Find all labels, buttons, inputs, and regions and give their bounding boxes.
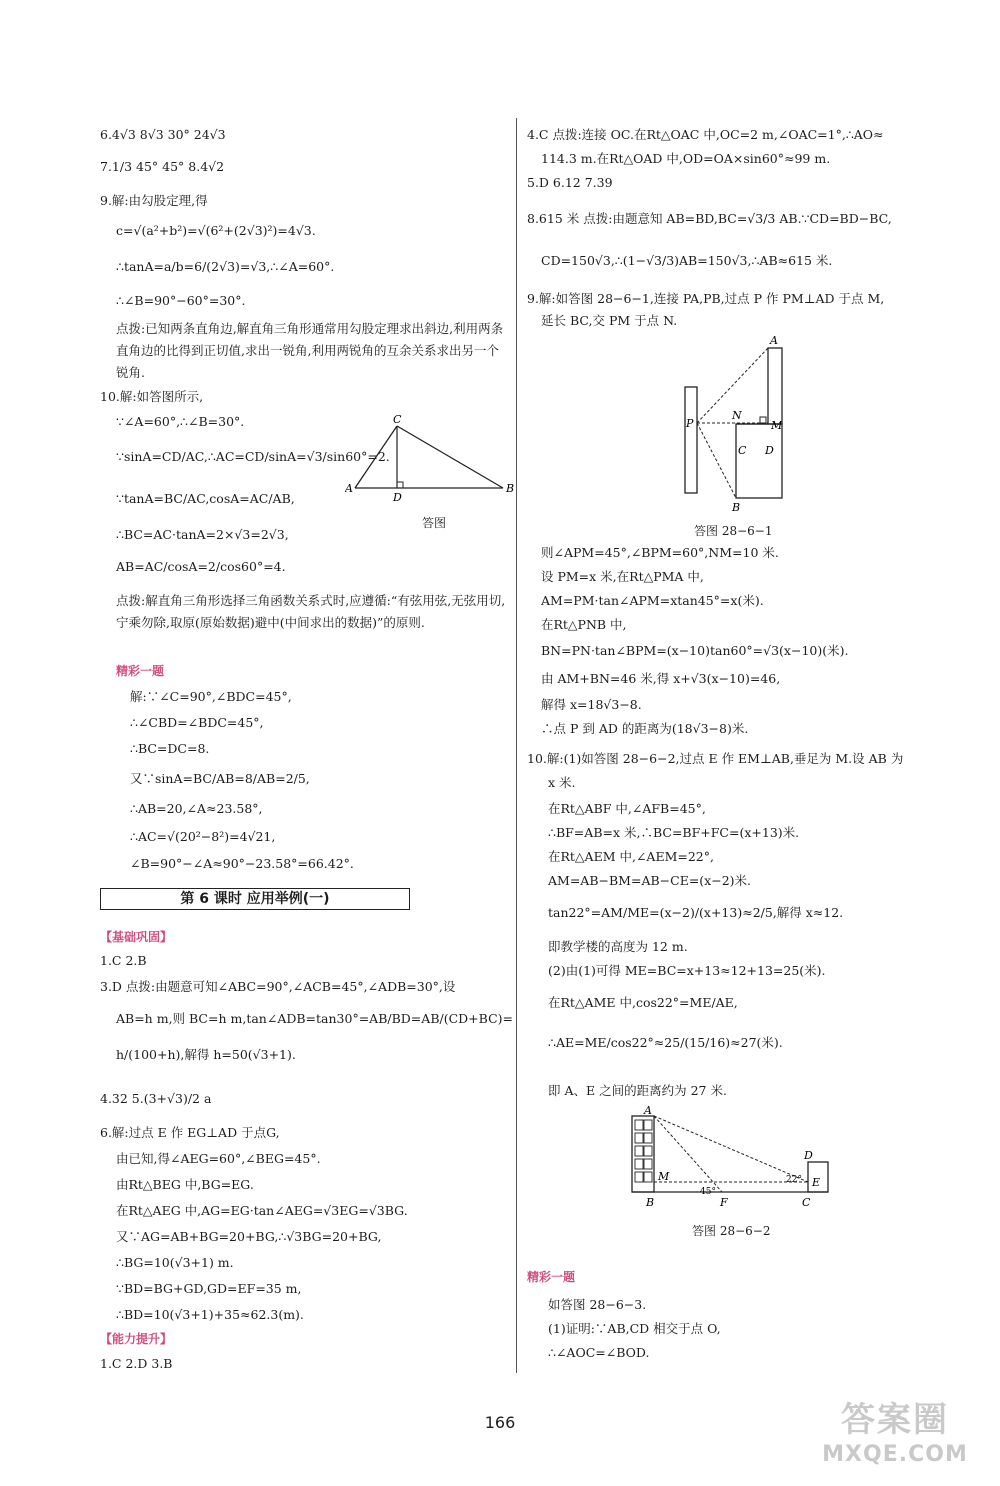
answer-line: 10.解:(1)如答图 28−6−2,过点 E 作 EM⊥AB,垂足为 M.设 AB 为 bbox=[527, 751, 904, 766]
answer-line: 由 AM+BN=46 米,得 x+√3(x−10)=46, bbox=[541, 671, 781, 686]
section-heading: 精彩一题 bbox=[527, 1270, 576, 1284]
label-d: D bbox=[804, 1149, 813, 1162]
answer-line: ∴AB=20,∠A≈23.58°, bbox=[130, 801, 263, 816]
section-heading: 【能力提升】 bbox=[100, 1332, 173, 1346]
answer-line: ∴AC=√(20²−8²)=4√21, bbox=[130, 829, 276, 844]
label-c: C bbox=[738, 444, 747, 457]
answer-line: 解得 x=18√3−8. bbox=[541, 697, 642, 712]
answer-line: ∵∠A=60°,∴∠B=30°. bbox=[116, 414, 245, 429]
answer-line: c=√(a²+b²)=√(6²+(2√3)²)=4√3. bbox=[116, 223, 316, 238]
watermark-bottom: MXQE.COM bbox=[822, 1442, 968, 1467]
watermark-top: 答案圈 bbox=[841, 1400, 949, 1440]
answer-line: ∴BD=10(√3+1)+35≈62.3(m). bbox=[116, 1307, 304, 1322]
answer-line: 由已知,得∠AEG=60°,∠BEG=45°. bbox=[116, 1151, 321, 1166]
label-m: M bbox=[771, 419, 783, 432]
figure-caption: 答图 28−6−2 bbox=[692, 1224, 771, 1238]
label-c: C bbox=[393, 413, 402, 426]
answer-line: AB=h m,则 BC=h m,tan∠ADB=tan30°=AB/BD=AB/(CD+BC)= bbox=[116, 1011, 513, 1026]
answer-line: ∴点 P 到 AD 的距离为(18√3−8)米. bbox=[541, 721, 749, 736]
lesson-title: 第 6 课时 应用举例(一) bbox=[100, 888, 410, 910]
column-divider bbox=[516, 118, 517, 1373]
answer-line: CD=150√3,∴(1−√3/3)AB=150√3,∴AB≈615 米. bbox=[541, 253, 833, 268]
answer-line: 又∵AG=AB+BG=20+BG,∴√3BG=20+BG, bbox=[116, 1229, 382, 1244]
answer-line: ∵BD=BG+GD,GD=EF=35 m, bbox=[116, 1281, 302, 1296]
answer-line: 1.C 2.B bbox=[100, 953, 147, 968]
answer-line: 如答图 28−6−3. bbox=[548, 1297, 647, 1312]
answer-line: ∴BC=AC·tanA=2×√3=2√3, bbox=[116, 527, 289, 542]
label-b: B bbox=[506, 482, 515, 495]
answer-line: 1.C 2.D 3.B bbox=[100, 1356, 173, 1371]
label-d: D bbox=[393, 491, 402, 504]
hint-paragraph: 点拨:解直角三角形选择三角函数关系式时,应遵循:“有弦用弦,无弦用切,宁乘勿除,取原(原始数据)避中(中间求出的数据)”的原则. bbox=[116, 593, 506, 630]
answer-line: 解:∵∠C=90°,∠BDC=45°, bbox=[130, 689, 292, 704]
answer-line: 在Rt△ABF 中,∠AFB=45°, bbox=[548, 801, 706, 816]
label-d: D bbox=[765, 444, 774, 457]
watermark-logo bbox=[800, 1392, 990, 1472]
answer-line: 即 A、E 之间的距离约为 27 米. bbox=[548, 1083, 727, 1098]
answer-line: ∴tanA=a/b=6/(2√3)=√3,∴∠A=60°. bbox=[116, 259, 335, 274]
label-e: E bbox=[812, 1176, 821, 1189]
answer-line: ∴BF=AB=x 米,∴BC=BF+FC=(x+13)米. bbox=[548, 825, 800, 840]
label-a: A bbox=[770, 334, 778, 347]
answer-line: AB=AC/cosA=2/cos60°=4. bbox=[116, 559, 286, 574]
answer-line: 4.C 点拨:连接 OC.在Rt△OAC 中,OC=2 m,∠OAC=1°,∴AO≈ bbox=[527, 127, 884, 142]
figure-28-6-1 bbox=[670, 333, 800, 518]
section-heading: 精彩一题 bbox=[116, 664, 165, 678]
answer-line: 由Rt△BEG 中,BG=EG. bbox=[116, 1177, 254, 1192]
answer-line: ∵tanA=BC/AC,cosA=AC/AB, bbox=[116, 491, 295, 506]
label-b: B bbox=[646, 1196, 655, 1209]
answer-line: 在Rt△AEG 中,AG=EG·tan∠AEG=√3EG=√3BG. bbox=[116, 1203, 408, 1218]
answer-line: 即教学楼的高度为 12 m. bbox=[548, 939, 688, 954]
answer-line: ∴∠CBD=∠BDC=45°, bbox=[130, 715, 264, 730]
answer-line: (2)由(1)可得 ME=BC=x+13≈12+13=25(米). bbox=[548, 963, 826, 978]
answer-line: 在Rt△AEM 中,∠AEM=22°, bbox=[548, 849, 714, 864]
answer-line: 8.615 米 点拨:由题意知 AB=BD,BC=√3/3 AB.∵CD=BD−BC, bbox=[527, 211, 892, 226]
answer-line: ∴AE=ME/cos22°≈25/(15/16)≈27(米). bbox=[548, 1035, 783, 1050]
answer-line: 延长 BC,交 PM 于点 N. bbox=[541, 313, 678, 328]
answer-line: 又∵sinA=BC/AB=8/AB=2/5, bbox=[130, 771, 310, 786]
page-number: 166 bbox=[484, 1413, 516, 1432]
label-a: A bbox=[644, 1104, 652, 1117]
answer-line: ∴∠AOC=∠BOD. bbox=[548, 1345, 650, 1360]
answer-line: 7.1/3 45° 45° 8.4√2 bbox=[100, 159, 225, 174]
answer-line: BN=PN·tan∠BPM=(x−10)tan60°=√3(x−10)(米). bbox=[541, 643, 849, 658]
answer-line: 114.3 m.在Rt△OAD 中,OD=OA×sin60°≈99 m. bbox=[541, 151, 831, 166]
label-22: 22° bbox=[786, 1175, 802, 1185]
label-m: M bbox=[658, 1170, 670, 1183]
figure-28-6-2 bbox=[618, 1104, 840, 1212]
answer-line: 10.解:如答图所示, bbox=[100, 389, 204, 404]
answer-line: 在Rt△AME 中,cos22°=ME/AE, bbox=[548, 995, 738, 1010]
answer-line: (1)证明:∵AB,CD 相交于点 O, bbox=[548, 1321, 721, 1336]
answer-line: ∠B=90°−∠A≈90°−23.58°=66.42°. bbox=[130, 856, 354, 871]
figure-caption: 答图 28−6−1 bbox=[694, 524, 773, 538]
triangle-figure bbox=[345, 410, 520, 510]
label-45: 45° bbox=[700, 1187, 716, 1197]
label-c: C bbox=[802, 1196, 811, 1209]
label-a: A bbox=[345, 482, 353, 495]
answer-line: tan22°=AM/ME=(x−2)/(x+13)≈2/5,解得 x≈12. bbox=[548, 905, 844, 920]
answer-line: ∴∠B=90°−60°=30°. bbox=[116, 293, 246, 308]
answer-line: AM=AB−BM=AB−CE=(x−2)米. bbox=[548, 873, 751, 888]
label-b: B bbox=[732, 501, 741, 514]
answer-line: ∵sinA=CD/AC,∴AC=CD/sinA=√3/sin60°=2. bbox=[116, 449, 390, 464]
answer-line: AM=PM·tan∠APM=xtan45°=x(米). bbox=[541, 593, 764, 608]
hint-paragraph: 点拨:已知两条直角边,解直角三角形通常用勾股定理求出斜边,利用两条直角边的比得到正切值,求出一锐角,利用两锐角的互余关系求出另一个锐角. bbox=[116, 321, 504, 380]
label-f: F bbox=[720, 1196, 728, 1209]
answer-line: 在Rt△PNB 中, bbox=[541, 617, 627, 632]
answer-line: ∴BC=DC=8. bbox=[130, 741, 210, 756]
answer-line: h/(100+h),解得 h=50(√3+1). bbox=[116, 1047, 296, 1062]
section-heading: 【基础巩固】 bbox=[100, 930, 173, 944]
figure-caption: 答图 bbox=[422, 516, 447, 530]
label-p: P bbox=[686, 417, 694, 430]
answer-line: 3.D 点拨:由题意可知∠ABC=90°,∠ACB=45°,∠ADB=30°,设 bbox=[100, 979, 456, 994]
answer-line: 9.解:如答图 28−6−1,连接 PA,PB,过点 P 作 PM⊥AD 于点 M, bbox=[527, 291, 885, 306]
answer-line: 则∠APM=45°,∠BPM=60°,NM=10 米. bbox=[541, 545, 779, 560]
answer-line: 6.4√3 8√3 30° 24√3 bbox=[100, 127, 226, 142]
answer-line: 9.解:由勾股定理,得 bbox=[100, 193, 208, 208]
answer-line: x 米. bbox=[548, 775, 576, 790]
answer-line: 6.解:过点 E 作 EG⊥AD 于点G, bbox=[100, 1125, 280, 1140]
answer-line: 5.D 6.12 7.39 bbox=[527, 175, 613, 190]
answer-line: ∴BG=10(√3+1) m. bbox=[116, 1255, 234, 1270]
answer-line: 设 PM=x 米,在Rt△PMA 中, bbox=[541, 569, 704, 584]
answer-line: 4.32 5.(3+√3)/2 a bbox=[100, 1091, 212, 1106]
label-n: N bbox=[732, 409, 742, 422]
